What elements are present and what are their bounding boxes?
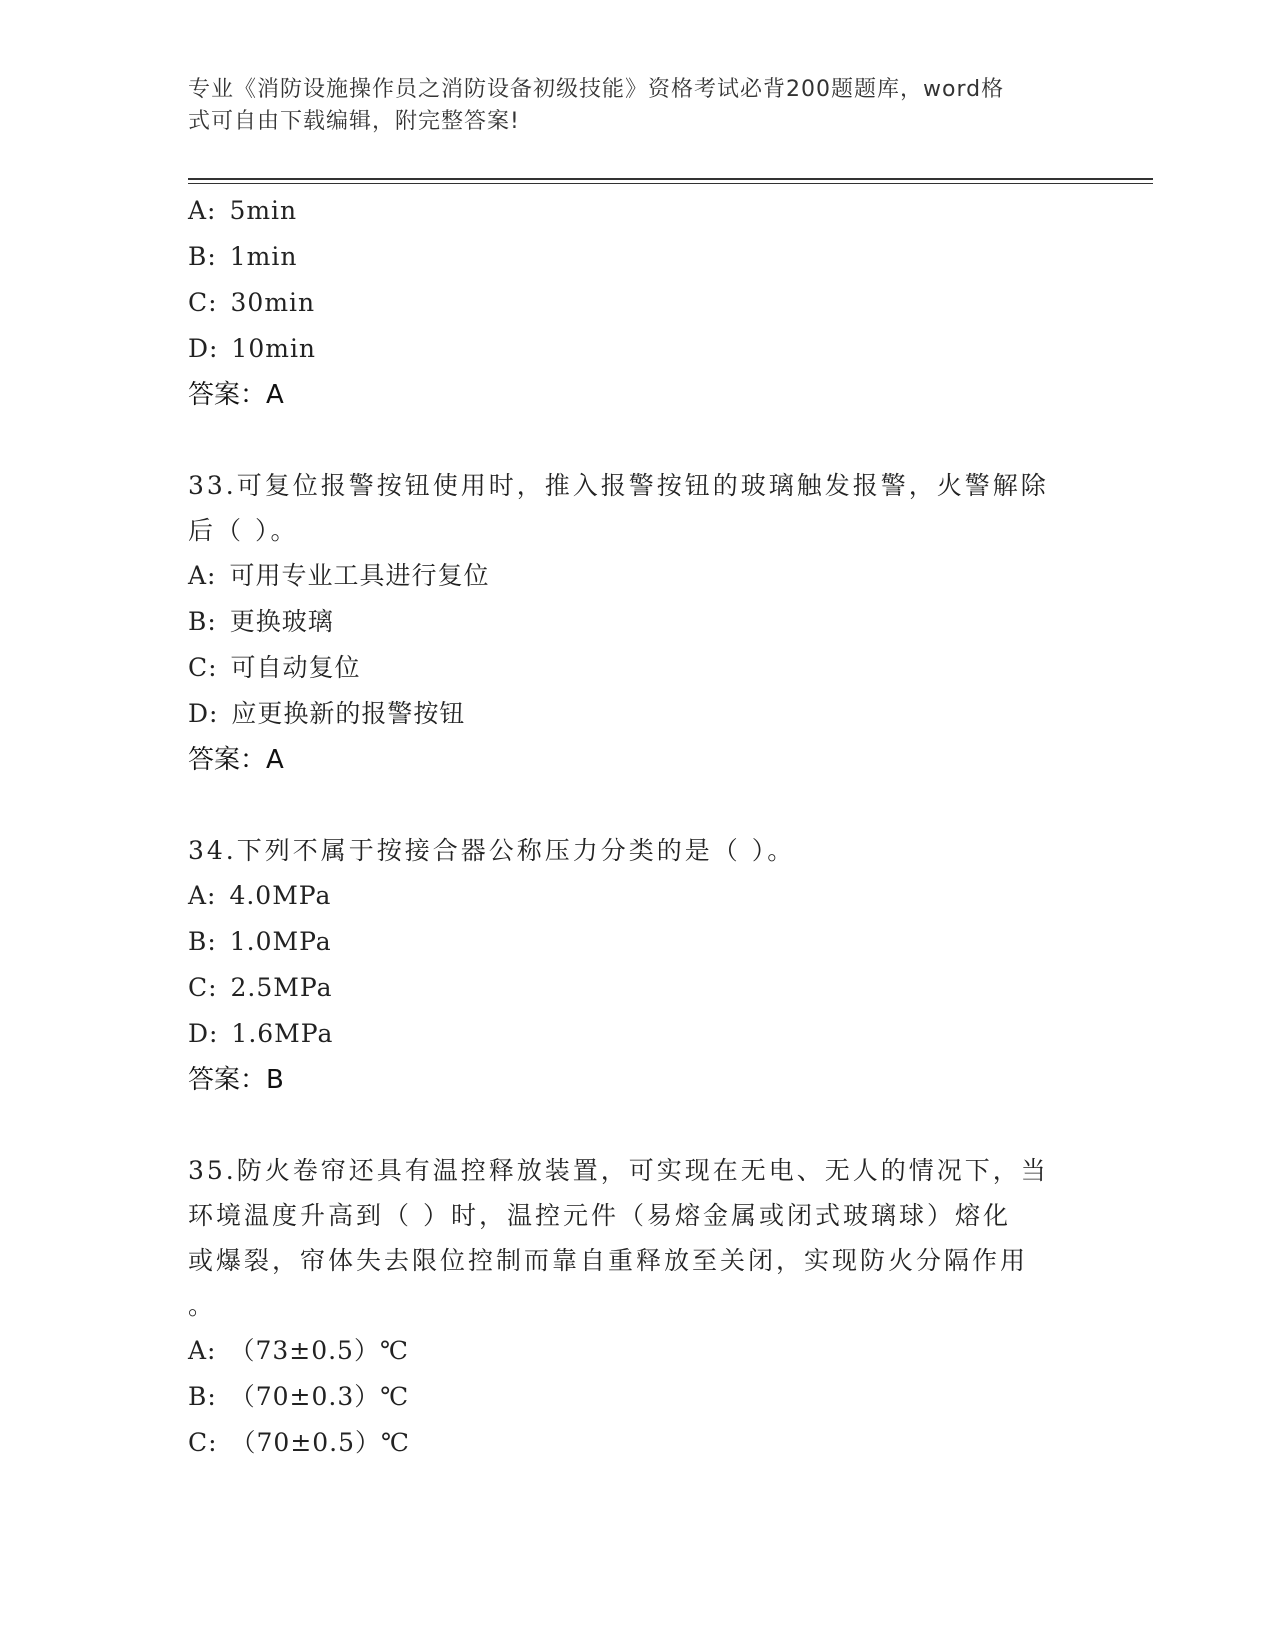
- question-34: [188, 828, 1088, 1103]
- question-text-line: 35.防火卷帘还具有温控释放装置，可实现在无电、无人的情况下，当: [188, 1156, 1049, 1185]
- question-text-line: 33.可复位报警按钮使用时，推入报警按钮的玻璃触发报警，火警解除: [188, 471, 1049, 500]
- option-c: C: 30min: [188, 288, 316, 317]
- question-33: [188, 463, 1088, 783]
- header-line-1: 专业《消防设施操作员之消防设备初级技能》资格考试必背200题题库，word格: [188, 77, 1005, 102]
- option-a: A: （73±0.5）℃: [188, 1336, 409, 1365]
- question-text-line: 34.下列不属于按接合器公称压力分类的是（ ）。: [188, 836, 796, 865]
- option-c: C: （70±0.5）℃: [188, 1428, 410, 1457]
- option-d: D: 1.6MPa: [188, 1019, 334, 1048]
- header-line-2: 式可自由下载编辑，附完整答案!: [188, 109, 520, 134]
- question-list: [188, 188, 1088, 1466]
- answer-line: 答案：A: [188, 380, 284, 410]
- document-header: [188, 74, 1068, 138]
- option-d: D: 10min: [188, 334, 317, 363]
- answer-line: 答案：A: [188, 745, 284, 775]
- header-divider-top: [188, 178, 1153, 180]
- option-a: A: 4.0MPa: [188, 881, 332, 910]
- option-c: C: 可自动复位: [188, 653, 361, 682]
- option-d: D: 应更换新的报警按钮: [188, 699, 466, 728]
- option-b: B: 1.0MPa: [188, 927, 332, 956]
- option-c: C: 2.5MPa: [188, 973, 333, 1002]
- question-35: [188, 1148, 1088, 1466]
- option-a: A: 可用专业工具进行复位: [188, 561, 490, 590]
- question-text-line: 后（ ）。: [188, 516, 299, 545]
- question-32-tail: [188, 188, 1088, 418]
- header-divider-bottom: [188, 183, 1153, 184]
- question-text-line: 环境温度升高到（ ）时，温控元件（易熔金属或闭式玻璃球）熔化: [188, 1201, 1011, 1230]
- option-b: B: 更换玻璃: [188, 607, 334, 636]
- question-text-line: 。: [188, 1291, 217, 1320]
- option-a: A: 5min: [188, 196, 298, 225]
- question-text-line: 或爆裂，帘体失去限位控制而靠自重释放至关闭，实现防火分隔作用: [188, 1246, 1029, 1275]
- answer-line: 答案：B: [188, 1065, 284, 1095]
- option-b: B: 1min: [188, 242, 298, 271]
- option-b: B: （70±0.3）℃: [188, 1382, 410, 1411]
